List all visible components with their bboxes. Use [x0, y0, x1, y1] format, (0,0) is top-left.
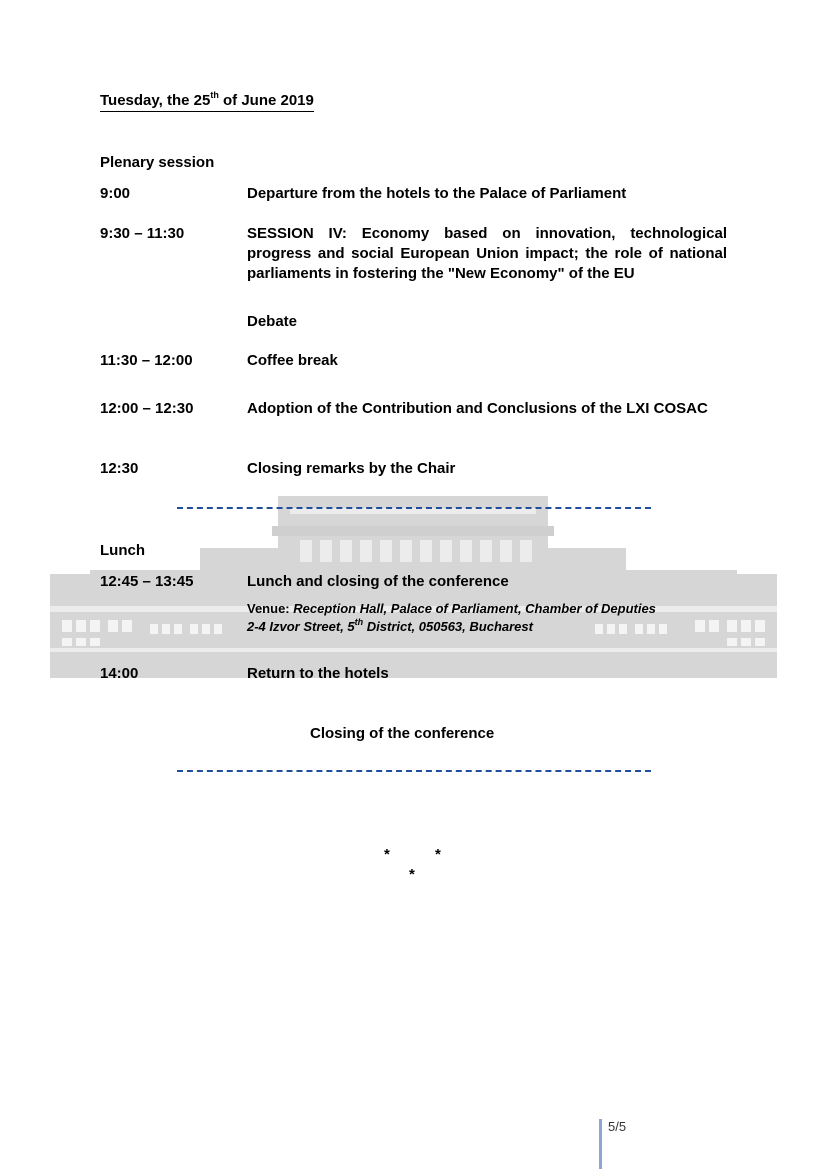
venue-line [247, 599, 656, 618]
agenda-item-closing-remarks: Closing remarks by the Chair [247, 460, 456, 477]
closing-heading: Closing of the conference [310, 725, 495, 742]
address-prefix: 2-4 Izvor Street, 5 [247, 619, 355, 634]
date-heading-prefix: Tuesday, the 25 [100, 92, 211, 109]
asterisk: * [384, 846, 390, 863]
agenda-item-return: Return to the hotels [247, 665, 389, 682]
agenda-time-0900: 9:00 [100, 185, 131, 202]
agenda-item-lunch: Lunch and closing of the conference [247, 573, 509, 590]
plenary-session-title: Plenary session [100, 154, 215, 171]
date-heading [100, 91, 314, 112]
venue-text: Reception Hall, Palace of Parliament, Chamber of Deputies [293, 601, 656, 616]
agenda-time-1230: 12:30 [100, 460, 139, 477]
venue-address [247, 617, 533, 636]
agenda-item-session-iv: SESSION IV: Economy based on innovation, technological progress and social European Union impact; the role of national parliaments in fostering the "New Economy" of the EU [247, 225, 727, 282]
section-separator [177, 507, 651, 509]
footer-rule [599, 1119, 602, 1169]
agenda-time-1245: 12:45 – 13:45 [100, 573, 194, 590]
agenda-item-coffee-break: Coffee break [247, 352, 338, 369]
date-heading-sup: th [210, 90, 219, 100]
asterisk: * [409, 866, 415, 883]
agenda-time-0930: 9:30 – 11:30 [100, 225, 185, 242]
agenda-item-adoption: Adoption of the Contribution and Conclusions of the LXI COSAC [247, 400, 708, 417]
agenda-item-departure: Departure from the hotels to the Palace of Parliament [247, 185, 627, 202]
asterisk: * [435, 846, 441, 863]
address-suffix: District, 050563, Bucharest [363, 619, 533, 634]
agenda-time-1130: 11:30 – 12:00 [100, 352, 193, 369]
address-sup: th [354, 616, 364, 627]
page-number: 5/5 [608, 1119, 627, 1134]
agenda-time-1400: 14:00 [100, 665, 139, 682]
section-separator-bottom [177, 770, 651, 772]
agenda-item-debate: Debate [247, 313, 298, 330]
venue-label: Venue: [247, 601, 290, 616]
agenda-time-1200: 12:00 – 12:30 [100, 400, 194, 417]
lunch-title: Lunch [100, 542, 145, 559]
date-heading-suffix: of June 2019 [218, 92, 314, 109]
